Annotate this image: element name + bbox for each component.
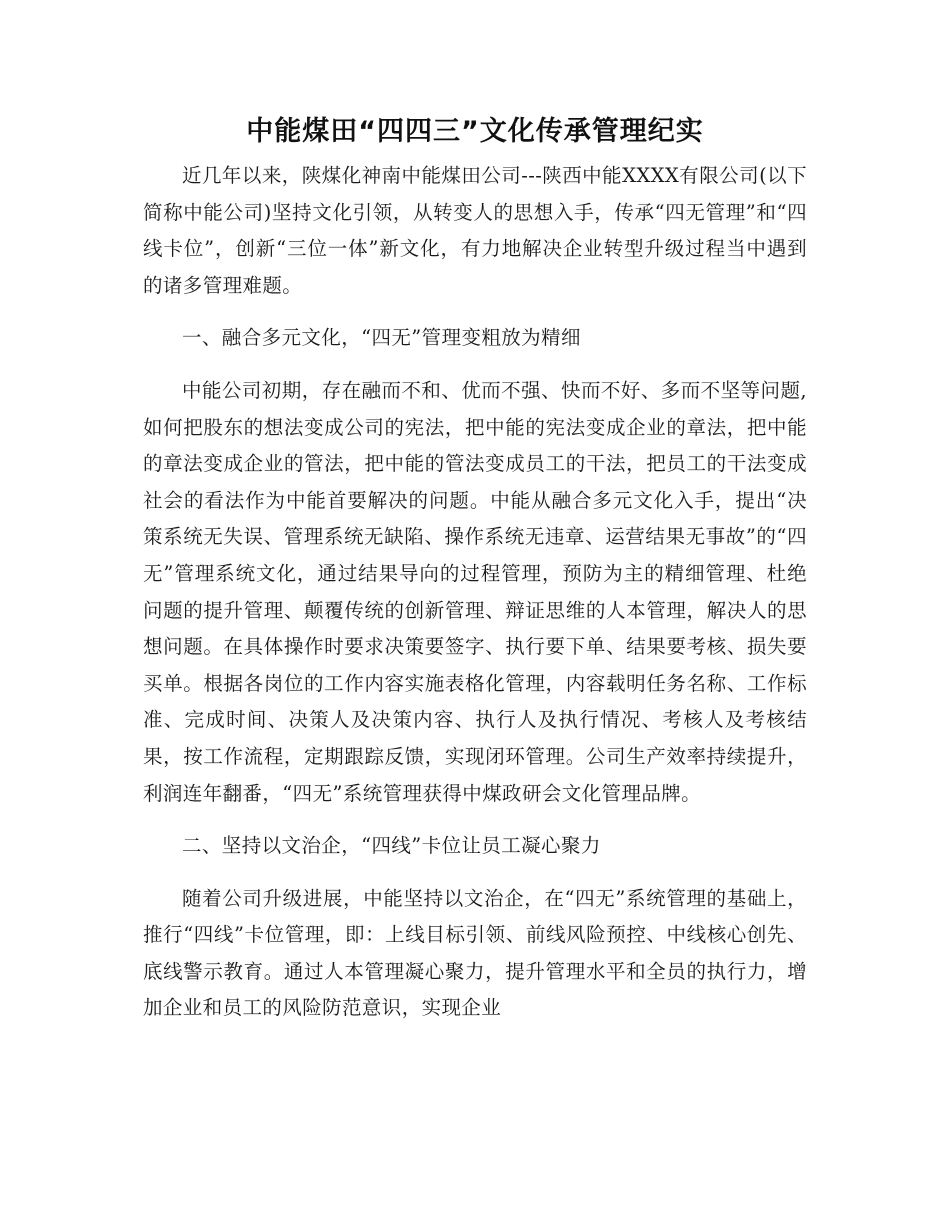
intro-paragraph: 近几年以来，陕煤化神南中能煤田公司---陕西中能XXXX有限公司(以下简称中能公司)坚持文化引领，从转变人的思想入手，传承“四无管理”和“四线卡位”，创新“三位一体”新文化，有力地解决企业转型升级过程当中遇到的诸多管理难题。 [143,164,807,297]
section-2-body: 随着公司升级进展，中能坚持以文治企，在“四无”系统管理的基础上，推行“四线”卡位管理，即：上线目标引领、前线风险预控、中线核心创先、底线警示教育。通过人本管理凝心聚力，提升管理水平和全员的执行力，增加企业和员工的风险防范意识，实现企业 [143,886,807,1020]
section-2-heading: 二、坚持以文治企，“四线”卡位让员工凝心聚力 [182,834,601,858]
document-page [143,106,807,1027]
section-1-heading: 一、融合多元文化，“四无”管理变粗放为精细 [182,326,581,350]
document-title: 中能煤田“四四三”文化传承管理纪实 [246,116,704,147]
section-1-body: 中能公司初期，存在融而不和、优而不强、快而不好、多而不坚等问题,如何把股东的想法变成公司的宪法，把中能的宪法变成企业的章法，把中能的章法变成企业的管法，把中能的管法变成员工的干法，把员工的干法变成社会的看法作为中能首要解决的问题。中能从融合多元文化入手，提出“决策系统无失误、管理系统无缺陷、操作系统无违章、运营结果无事故”的“四无”管理系统文化，通过结果导向的过程管理，预防为主的精细管理、杜绝问题的提升管理、颠覆传统的创新管理、辩证思维的人本管理，解决人的思想问题。在具体操作时要求决策要签字、执行要下单、结果要考核、损失要买单。根据各岗位的工作内容实施表格化管理，内容载明任务名称、工作标准、完成时间、决策人及决策内容、执行人及执行情况、考核人及考核结果，按工作流程，定期跟踪反馈，实现闭环管理。公司生产效率持续提升，利润连年翻番，“四无”系统管理获得中煤政研会文化管理品牌。 [143,378,807,805]
